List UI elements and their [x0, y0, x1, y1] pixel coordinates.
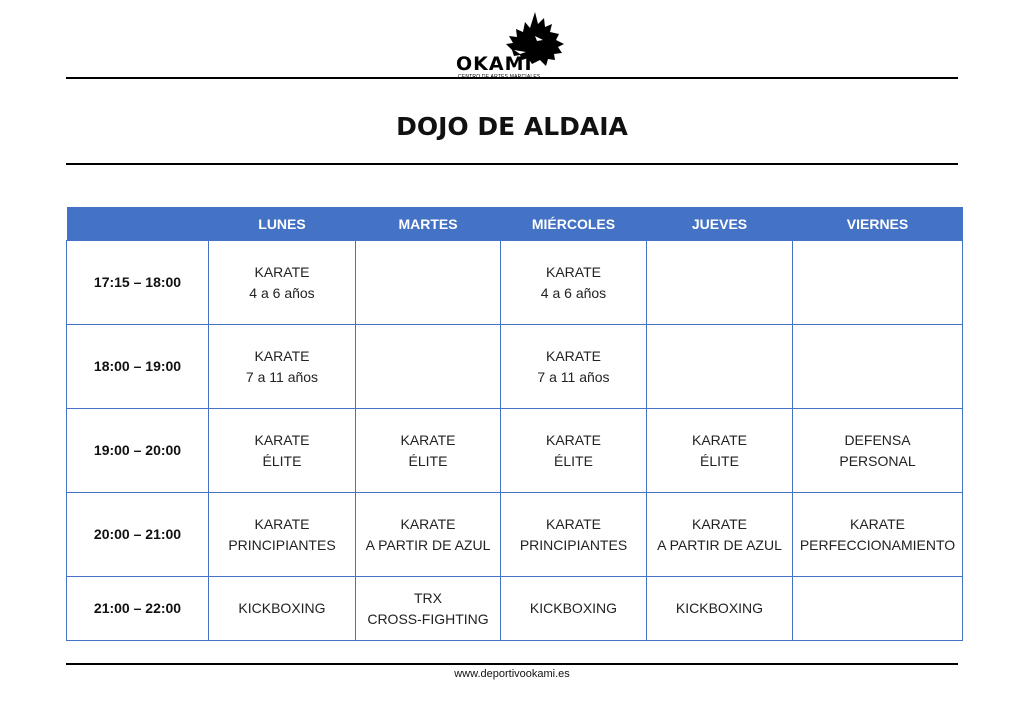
page-title: DOJO DE ALDAIA [396, 112, 628, 141]
footer-website: www.deportivookami.es [454, 668, 570, 680]
class-cell: KARATE 4 a 6 años [501, 241, 647, 325]
class-cell: TRX CROSS-FIGHTING [356, 577, 501, 641]
class-cell [356, 325, 501, 409]
schedule-table [66, 207, 963, 641]
title-divider [66, 163, 958, 165]
class-cell: KARATE ÉLITE [356, 409, 501, 493]
corner-header [67, 207, 209, 241]
class-cell [356, 241, 501, 325]
class-cell: KARATE PRINCIPIANTES [501, 493, 647, 577]
class-cell: KARATE ÉLITE [647, 409, 793, 493]
schedule-row [67, 493, 963, 577]
day-header-lunes: LUNES [209, 207, 356, 241]
time-slot: 19:00 – 20:00 [67, 409, 209, 493]
class-cell: DEFENSA PERSONAL [793, 409, 963, 493]
class-cell: KARATE A PARTIR DE AZUL [647, 493, 793, 577]
schedule-header-row [67, 207, 963, 241]
day-header-viernes: VIERNES [793, 207, 963, 241]
schedule-row [67, 241, 963, 325]
class-cell: KARATE ÉLITE [501, 409, 647, 493]
day-header-jueves: JUEVES [647, 207, 793, 241]
class-cell [793, 577, 963, 641]
schedule-row [67, 577, 963, 641]
class-cell: KARATE 7 a 11 años [209, 325, 356, 409]
class-cell: KARATE A PARTIR DE AZUL [356, 493, 501, 577]
schedule-row [67, 409, 963, 493]
top-divider [66, 77, 958, 79]
footer-divider [66, 663, 958, 665]
time-slot: 21:00 – 22:00 [67, 577, 209, 641]
class-cell: KARATE 7 a 11 años [501, 325, 647, 409]
class-cell: KICKBOXING [647, 577, 793, 641]
class-cell: KARATE PERFECCIONAMIENTO [793, 493, 963, 577]
class-cell [793, 241, 963, 325]
schedule-row [67, 325, 963, 409]
class-cell [647, 325, 793, 409]
time-slot: 18:00 – 19:00 [67, 325, 209, 409]
class-cell: KARATE PRINCIPIANTES [209, 493, 356, 577]
class-cell: KARATE ÉLITE [209, 409, 356, 493]
time-slot: 17:15 – 18:00 [67, 241, 209, 325]
logo-wordmark: OKAMI [456, 53, 533, 75]
time-slot: 20:00 – 21:00 [67, 493, 209, 577]
class-cell: KICKBOXING [501, 577, 647, 641]
class-cell [793, 325, 963, 409]
day-header-miercoles: MIÉRCOLES [501, 207, 647, 241]
class-cell: KICKBOXING [209, 577, 356, 641]
okami-logo [452, 10, 572, 78]
class-cell [647, 241, 793, 325]
day-header-martes: MARTES [356, 207, 501, 241]
class-cell: KARATE 4 a 6 años [209, 241, 356, 325]
